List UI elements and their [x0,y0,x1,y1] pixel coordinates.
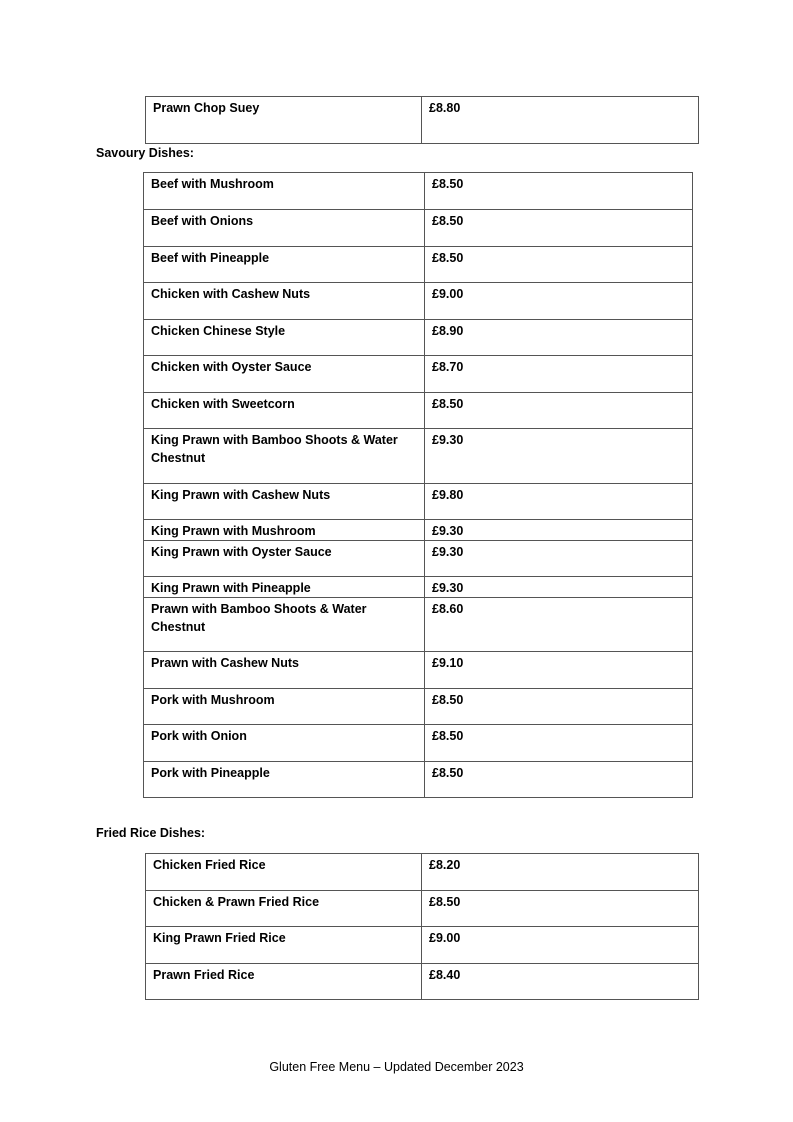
dish-price: £8.20 [422,854,699,891]
section-heading-savoury: Savoury Dishes: [96,146,194,160]
table-row [144,689,693,725]
dish-price: £8.50 [422,891,699,927]
table-row [146,97,699,144]
table-row [144,210,693,247]
table-row [144,393,693,429]
dish-price: £9.00 [425,283,693,320]
dish-price: £9.30 [425,577,693,598]
dish-name: Chicken with Cashew Nuts [144,283,425,320]
dish-price: £8.50 [425,173,693,210]
dish-name: King Prawn with Mushroom [144,520,425,541]
dish-name: King Prawn with Bamboo Shoots & Water Chestnut [144,429,425,484]
fried-rice-table [145,853,699,1000]
table-row [146,854,699,891]
table-row [144,356,693,393]
dish-price: £8.50 [425,689,693,725]
table-row [144,762,693,798]
dish-name: Pork with Mushroom [144,689,425,725]
dish-name: Chicken Chinese Style [144,320,425,356]
dish-name: Prawn Fried Rice [146,964,422,1000]
dish-price: £8.50 [425,247,693,283]
table-row [144,247,693,283]
dish-name: Prawn Chop Suey [146,97,422,144]
table-row [144,598,693,652]
table-row [144,429,693,484]
table-row [144,320,693,356]
dish-price: £8.60 [425,598,693,652]
dish-price: £8.50 [425,393,693,429]
dish-name: Beef with Pineapple [144,247,425,283]
dish-price: £9.80 [425,484,693,520]
dish-name: Chicken & Prawn Fried Rice [146,891,422,927]
dish-name: Prawn with Cashew Nuts [144,652,425,689]
dish-price: £9.00 [422,927,699,964]
table-row [144,520,693,541]
dish-name: Chicken Fried Rice [146,854,422,891]
table-row [146,927,699,964]
dish-name: Pork with Onion [144,725,425,762]
table-row [144,541,693,577]
table-row [144,725,693,762]
dish-price: £9.30 [425,429,693,484]
savoury-dishes-table [143,172,693,798]
table-row [144,283,693,320]
section-heading-fried-rice: Fried Rice Dishes: [96,826,206,840]
dish-price: £9.30 [425,520,693,541]
page-footer: Gluten Free Menu – Updated December 2023 [269,1060,524,1074]
dish-price: £8.40 [422,964,699,1000]
dish-name: King Prawn Fried Rice [146,927,422,964]
dish-price: £8.90 [425,320,693,356]
dish-price: £9.10 [425,652,693,689]
dish-price: £9.30 [425,541,693,577]
table-row [144,577,693,598]
dish-price: £8.50 [425,762,693,798]
top-menu-table [145,96,699,144]
dish-price: £8.70 [425,356,693,393]
dish-name: King Prawn with Pineapple [144,577,425,598]
table-row [144,173,693,210]
dish-name: Chicken with Oyster Sauce [144,356,425,393]
dish-name: Pork with Pineapple [144,762,425,798]
dish-price: £8.50 [425,725,693,762]
dish-name: King Prawn with Cashew Nuts [144,484,425,520]
dish-name: Prawn with Bamboo Shoots & Water Chestnut [144,598,425,652]
table-row [146,964,699,1000]
dish-name: King Prawn with Oyster Sauce [144,541,425,577]
table-row [146,891,699,927]
table-row [144,484,693,520]
dish-name: Beef with Mushroom [144,173,425,210]
dish-price: £8.80 [422,97,699,144]
dish-name: Chicken with Sweetcorn [144,393,425,429]
dish-name: Beef with Onions [144,210,425,247]
table-row [144,652,693,689]
dish-price: £8.50 [425,210,693,247]
